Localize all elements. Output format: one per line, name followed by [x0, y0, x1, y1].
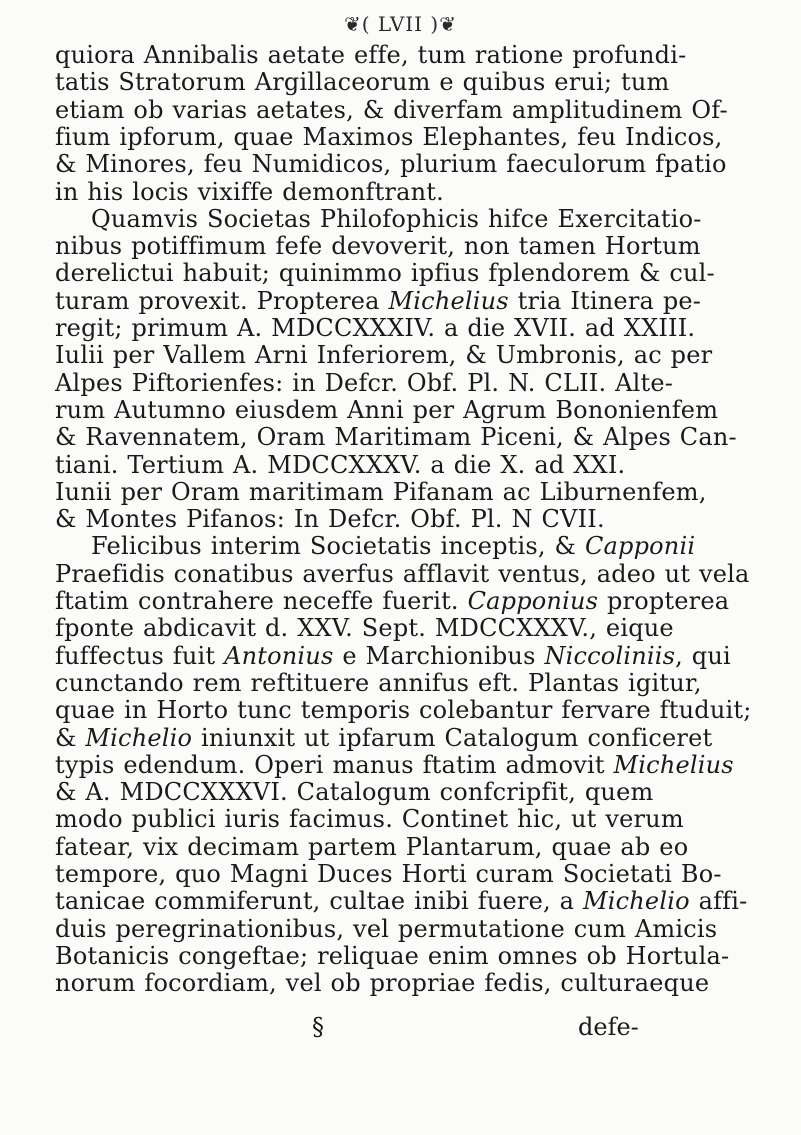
italic-name: Michelius — [388, 287, 509, 315]
text-run: derelictui habuit; quinimmo ipfius fplendorem & cul- — [55, 259, 715, 287]
text-run: modo publici iuris facimus. Continet hic, ut verum — [55, 805, 684, 833]
text-run: Felicibus interim Societatis inceptis, & — [91, 532, 585, 560]
text-run: & — [55, 724, 86, 752]
text-line — [55, 723, 712, 753]
text-line — [91, 204, 702, 234]
text-run: tria Itinera pe- — [508, 287, 702, 315]
text-line — [55, 368, 673, 398]
text-run: duis peregrinationibus, vel permutatione cum Amicis — [55, 915, 718, 943]
italic-name: Michelio — [85, 724, 193, 752]
text-run: Iunii per Oram maritimam Pifanam ac Liburnenfem, — [55, 478, 707, 506]
text-line — [55, 450, 625, 480]
text-run: & Montes Pifanos: In Defcr. Obf. Pl. N CVII. — [55, 505, 605, 533]
text-run: fuffectus fuit — [55, 642, 225, 670]
text-line — [55, 859, 722, 889]
text-line — [55, 177, 444, 207]
text-run: fium ipforum, quae Maximos Elephantes, feu Indicos, — [55, 123, 723, 151]
catchword: defe- — [578, 1013, 639, 1041]
text-run: Iulii per Vallem Arni Inferiorem, & Umbronis, ac per — [55, 341, 713, 369]
italic-name: Michelius — [613, 751, 734, 779]
text-run: tiani. Tertium A. MDCCXXXV. a die X. ad XXI. — [55, 451, 626, 479]
text-line — [55, 149, 727, 179]
text-run: in his locis vixiffe demonftrant. — [55, 178, 444, 206]
text-run: quae in Horto tunc temporis colebantur fervare ftuduit; — [55, 696, 752, 724]
text-line — [55, 40, 686, 70]
text-run: e Marchionibus — [333, 642, 545, 670]
signature-mark: § — [312, 1013, 324, 1041]
text-run: & Minores, feu Numidicos, plurium faeculorum fpatio — [55, 150, 727, 178]
text-line — [55, 914, 717, 944]
text-line — [55, 886, 747, 916]
text-line — [55, 777, 653, 807]
italic-name: Capponius — [467, 587, 599, 615]
text-run: etiam ob varias aetates, & diverfam amplitudinem Of- — [55, 96, 728, 124]
text-line — [55, 122, 723, 152]
text-run: propterea — [598, 587, 730, 615]
italic-name: Niccoliniis — [544, 642, 676, 670]
text-run: Botanicis congeftae; reliquae enim omnes ob Hortula- — [55, 942, 730, 970]
text-run: norum focordiam, vel ob propriae fedis, culturaeque — [55, 969, 710, 997]
text-run: Alpes Piftorienfes: in Defcr. Obf. Pl. N. CLII. Alte- — [55, 369, 674, 397]
text-line — [55, 668, 702, 698]
text-line — [55, 231, 701, 261]
text-line — [55, 559, 750, 589]
text-run: regit; primum A. MDCCXXXIV. a die XVII. ad XXIII. — [55, 314, 696, 342]
text-line — [55, 804, 684, 834]
text-run: & A. MDCCXXXVI. Catalogum confcripfit, quem — [55, 778, 654, 806]
text-line — [55, 968, 709, 998]
page-header: ❦( LVII )❦ — [344, 12, 457, 36]
text-run: tatis Stratorum Argillaceorum e quibus erui; tum — [55, 68, 670, 96]
text-line — [55, 941, 729, 971]
text-line — [55, 832, 688, 862]
text-line — [55, 477, 707, 507]
text-line — [91, 531, 695, 561]
text-line — [55, 95, 728, 125]
text-run: Quamvis Societas Philofophicis hifce Exercitatio- — [91, 205, 702, 233]
text-line — [55, 340, 712, 370]
text-run: nibus potiffimum fefe devoverit, non tamen Hortum — [55, 232, 701, 260]
text-line — [55, 613, 674, 643]
text-run: Praefidis conatibus averfus afflavit ventus, adeo ut vela — [55, 560, 750, 588]
text-run: iniunxit ut ipfarum Catalogum conficeret — [192, 724, 713, 752]
text-run: rum Autumno eiusdem Anni per Agrum Bononienfem — [55, 396, 719, 424]
text-run: typis edendum. Operi manus ftatim admovit — [55, 751, 614, 779]
italic-name: Antonius — [224, 642, 334, 670]
text-run: cunctando rem reftituere annifus eft. Plantas igitur, — [55, 669, 702, 697]
text-line — [55, 641, 731, 671]
text-line — [55, 67, 670, 97]
text-run: fponte abdicavit d. XXV. Sept. MDCCXXXV., eique — [55, 614, 674, 642]
italic-name: Capponii — [584, 532, 696, 560]
text-line — [55, 286, 701, 316]
text-run: fatear, vix decimam partem Plantarum, quae ab eo — [55, 833, 689, 861]
text-line — [55, 422, 737, 452]
text-run: ftatim contrahere neceffe fuerit. — [55, 587, 468, 615]
text-line — [55, 313, 695, 343]
text-line — [55, 750, 734, 780]
text-run: tanicae commiferunt, cultae inibi fuere, a — [55, 887, 583, 915]
italic-name: Michelio — [582, 887, 690, 915]
text-run: quiora Annibalis aetate effe, tum ratione profundi- — [55, 41, 687, 69]
text-line — [55, 258, 715, 288]
text-run: turam provexit. Propterea — [55, 287, 389, 315]
text-line — [55, 395, 718, 425]
text-run: affi- — [689, 887, 748, 915]
text-run: tempore, quo Magni Duces Horti curam Societati Bo- — [55, 860, 722, 888]
text-run: , qui — [675, 642, 731, 670]
text-run: & Ravennatem, Oram Maritimam Piceni, & Alpes Can- — [55, 423, 737, 451]
text-line — [55, 695, 751, 725]
text-line — [55, 504, 605, 534]
text-line — [55, 586, 729, 616]
